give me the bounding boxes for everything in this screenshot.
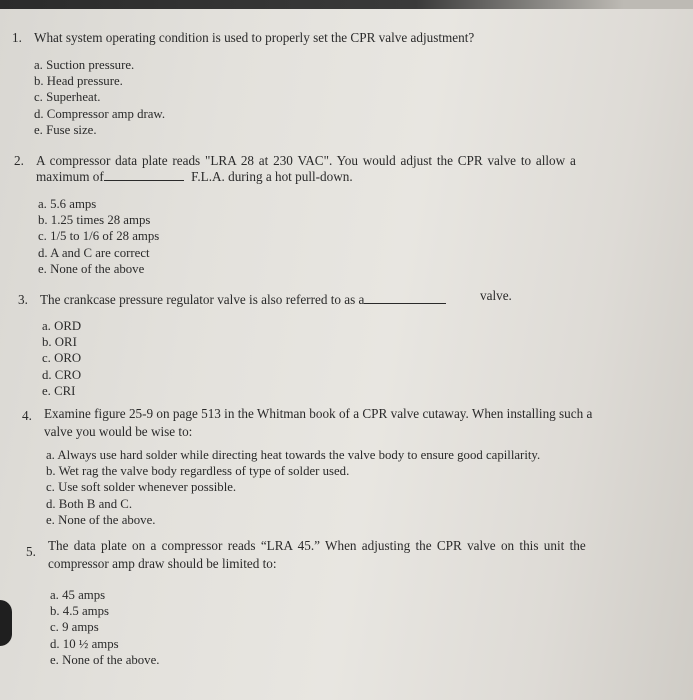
option-b: b. 4.5 amps — [50, 604, 110, 619]
option-c: c. Use soft solder whenever possible. — [46, 480, 237, 495]
question-number: 4. — [22, 408, 32, 423]
answer-blank — [104, 180, 184, 181]
question-number: 2. — [14, 153, 24, 168]
question-number: 3. — [18, 292, 28, 307]
question-2-options — [38, 196, 159, 277]
option-e: e. CRI — [42, 383, 76, 398]
option-c: c. 9 amps — [50, 620, 99, 635]
question-text-line1: The data plate on a compressor reads “LRA 45.” When adjusting the CPR valve on this unit the — [48, 538, 586, 553]
option-e: e. Fuse size. — [34, 122, 97, 137]
page-top-edge — [0, 0, 693, 9]
question-text-line2: valve you would be wise to: — [44, 424, 193, 439]
option-c: c. ORO — [42, 351, 82, 366]
question-text-line1: Examine figure 25-9 on page 513 in the Whitman book of a CPR valve cutaway. When installing such a — [44, 406, 593, 421]
option-b: b. ORI — [42, 335, 77, 350]
option-a: a. 45 amps — [50, 588, 106, 602]
option-e: e. None of the above. — [50, 652, 160, 667]
option-e: e. None of the above — [38, 261, 145, 276]
option-c: c. 1/5 to 1/6 of 28 amps — [38, 229, 160, 244]
question-4-options — [46, 447, 540, 528]
option-d: d. Compressor amp draw. — [34, 106, 166, 121]
text-suffix: valve. — [480, 288, 512, 303]
option-b: b. Head pressure. — [34, 74, 123, 89]
question-number: 1. — [12, 30, 22, 45]
option-d: d. CRO — [42, 367, 82, 382]
question-number: 5. — [26, 544, 36, 559]
option-a: a. Suction pressure. — [34, 58, 135, 72]
answer-blank — [364, 303, 446, 304]
page-left-shadow — [0, 600, 12, 646]
question-text — [40, 292, 446, 308]
line2-suffix: F.L.A. during a hot pull-down. — [191, 169, 353, 184]
question-text-line2 — [36, 169, 353, 185]
question-1-options — [34, 57, 165, 138]
question-5-options — [50, 587, 159, 668]
option-a: a. 5.6 amps — [38, 197, 97, 211]
option-c: c. Superheat. — [34, 90, 101, 105]
option-d: d. 10 ½ amps — [50, 636, 119, 651]
question-text: What system operating condition is used to properly set the CPR valve adjustment? — [34, 30, 475, 45]
option-d: d. Both B and C. — [46, 496, 133, 511]
option-a: a. ORD — [42, 319, 82, 333]
question-text-line1: A compressor data plate reads "LRA 28 at 230 VAC". You would adjust the CPR valve to allow a — [36, 153, 576, 168]
option-a: a. Always use hard solder while directing heat towards the valve body to ensure good capillarity. — [46, 448, 541, 462]
question-3-options — [42, 318, 81, 399]
option-b: b. Wet rag the valve body regardless of type of solder used. — [46, 464, 350, 479]
option-d: d. A and C are correct — [38, 245, 150, 260]
option-e: e. None of the above. — [46, 512, 156, 527]
text-prefix: The crankcase pressure regulator valve is also referred to as a — [40, 292, 365, 307]
question-text-line2: compressor amp draw should be limited to: — [48, 556, 277, 571]
option-b: b. 1.25 times 28 amps — [38, 213, 151, 228]
line2-prefix: maximum of — [36, 169, 104, 184]
